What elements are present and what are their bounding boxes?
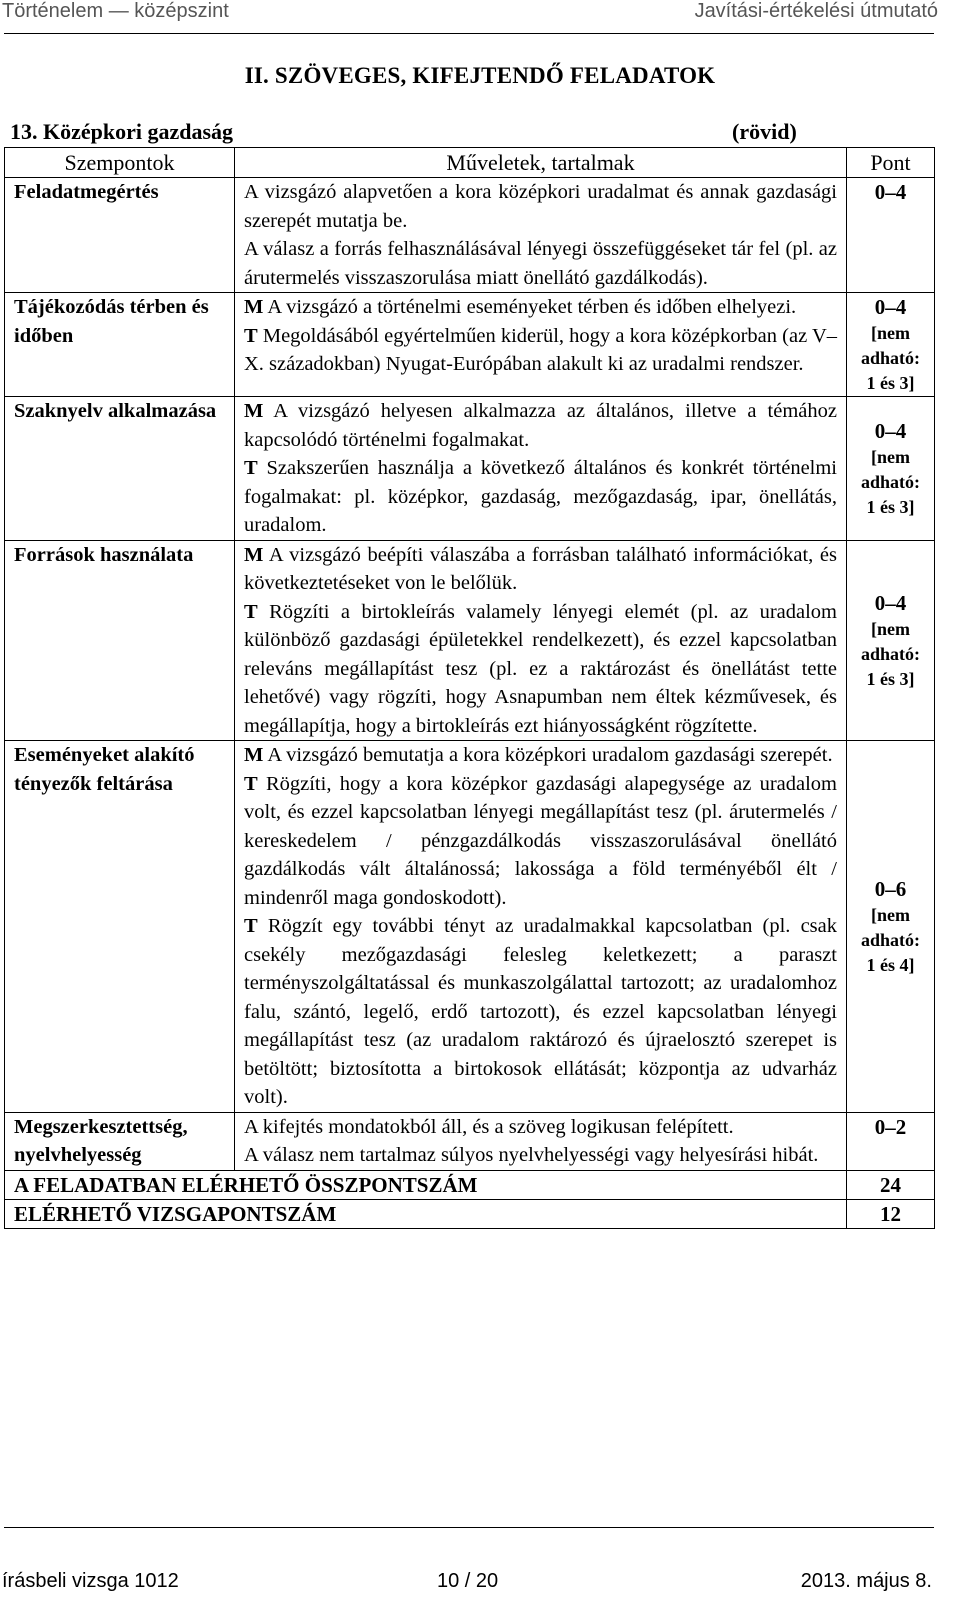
table-row <box>5 397 935 541</box>
points-cell: 0–2 <box>847 1112 935 1170</box>
line-text: A vizsgázó helyesen alkalmazza az általános, illetve a témához kapcsolódó történelmi fogalmakat. <box>244 400 837 451</box>
line-text: A vizsgázó a történelmi eseményeket térben és időben elhelyezi. <box>267 296 797 318</box>
content-line: A kifejtés mondatokból áll, és a szöveg logikusan felépített. <box>244 1115 734 1138</box>
line-marker: M <box>244 296 264 318</box>
content-line <box>244 454 837 540</box>
criterion-cell: Eseményeket alakító tényezők feltárása <box>5 741 235 1113</box>
page-header <box>0 0 960 30</box>
points-cell <box>847 397 935 541</box>
footer-rule <box>4 1527 934 1528</box>
content-line <box>244 912 837 1112</box>
content-line <box>244 741 837 770</box>
table-row <box>5 293 935 397</box>
criterion-cell: Feladatmegértés <box>5 178 235 293</box>
task-name: 13. Középkori gazdaság <box>10 119 234 144</box>
content-cell <box>235 397 847 541</box>
line-text: Rögzíti, hogy a kora középkor gazdasági alapegysége az uradalom volt, és ezzel kapcsolatban lényegi megállapítást tesz (pl. árutermelés / kereskedelem / pénzgazdálkodás visszaszorulásával önellátó gazdálkodás vált általánossá; lakossága a föld terményéből élt / mindenről maga gondoskodott). <box>244 772 838 909</box>
criterion-cell: Szaknyelv alkalmazása <box>5 397 235 541</box>
total-label: A FELADATBAN ELÉRHETŐ ÖSSZPONTSZÁM <box>5 1170 847 1199</box>
points-value: 0–4 <box>874 418 907 443</box>
table-row <box>5 540 935 741</box>
content-cell <box>235 741 847 1113</box>
section-title: II. SZÖVEGES, KIFEJTENDŐ FELADATOK <box>244 63 716 88</box>
points-cell: 0–4 <box>847 178 935 293</box>
points-value: 0–4 <box>874 590 907 615</box>
content-line <box>244 541 837 598</box>
line-text: Szakszerűen használja a következő általános és konkrét történelmi fogalmakat: pl. középkor, gazdaság, mezőgazdaság, ipar, önellátás, uradalom. <box>244 457 837 536</box>
criterion-cell: Megszerkesztettség, nyelvhelyesség <box>5 1112 235 1170</box>
content-line <box>244 293 837 322</box>
line-marker: M <box>244 543 264 566</box>
content-line: A válasz a forrás felhasználásával lényegi összefüggéseket tár fel (pl. az árutermelés visszaszorulása miatt önellátó gazdálkodás). <box>244 238 837 289</box>
footer-date: 2013. május 8. <box>800 1570 932 1592</box>
table-row <box>5 741 935 1113</box>
header-rule <box>4 33 934 34</box>
task-title <box>10 119 928 149</box>
table-row <box>5 178 935 293</box>
total-row <box>5 1199 935 1228</box>
points-note: [nem adható: 1 és 4] <box>860 904 920 975</box>
points-note: [nem adható: 1 és 3] <box>860 323 920 393</box>
table-row <box>5 1112 935 1170</box>
criterion-cell: Tájékozódás térben és időben <box>5 293 235 397</box>
points-cell <box>847 293 935 397</box>
total-value: 12 <box>847 1199 935 1228</box>
line-marker: T <box>244 457 258 479</box>
footer-exam-code: írásbeli vizsga 1012 <box>2 1570 179 1592</box>
line-marker: M <box>244 400 264 422</box>
footer-page-number: 10 / 20 <box>437 1570 499 1592</box>
line-marker: T <box>244 600 258 623</box>
criterion-cell: Források használata <box>5 540 235 741</box>
table-header-row <box>5 148 935 178</box>
points-value: 0–4 <box>874 295 907 319</box>
points-cell <box>847 540 935 741</box>
total-label: ELÉRHETŐ VIZSGAPONTSZÁM <box>5 1199 847 1228</box>
content-cell <box>235 178 847 293</box>
line-marker: T <box>244 772 258 795</box>
page-footer <box>0 1570 960 1606</box>
col-header-criteria: Szempontok <box>5 148 235 178</box>
line-marker: T <box>244 915 258 937</box>
content-cell <box>235 293 847 397</box>
content-line <box>244 598 837 741</box>
content-line <box>244 397 837 454</box>
content-line <box>244 322 837 379</box>
content-line <box>244 770 837 913</box>
line-text: Rögzít egy további tényt az uradalmakkal kapcsolatban (pl. csak csekély mezőgazdasági felesleg keletkezett; a paraszt terményszolgáltatással és munkaszolgálattal tartozott; az uradalomhoz falu, szántó, legelő, erdő tartozott), és ezzel kapcsolatban lényegi megállapítást tesz (az uradalom raktározó és újraelosztó szerepet is betöltött; biztosította a birtokosok ellátását; központja az udvarház volt). <box>244 915 838 1108</box>
content-line: A vizsgázó alapvetően a kora középkori uradalmat és annak gazdasági szerepét mutatja be. <box>244 181 837 232</box>
scoring-table <box>4 147 935 1229</box>
line-text: Megoldásából egyértelműen kiderül, hogy a kora középkorban (az V–X. századokban) Nyugat-Európában alakult ki az uradalmi rendszer. <box>244 324 838 375</box>
header-subject: Történelem — középszint <box>2 0 229 22</box>
content-cell <box>235 1112 847 1170</box>
line-marker: M <box>244 744 264 766</box>
header-doc-type: Javítási-értékelési útmutató <box>694 0 938 22</box>
col-header-points: Pont <box>847 148 935 178</box>
line-text: A vizsgázó beépíti válaszába a forrásban található információkat, és következtetéseket von le belőlük. <box>244 543 837 594</box>
points-value: 0–6 <box>874 876 907 901</box>
task-kind: (rövid) <box>732 119 797 144</box>
col-header-content: Műveletek, tartalmak <box>235 148 847 178</box>
points-note: [nem adható: 1 és 3] <box>860 618 920 689</box>
line-text: Rögzíti a birtokleírás valamely lényegi elemét (pl. az uradalom különböző gazdasági épületekkel rendelkezett), és ezzel kapcsolatban releváns megállapítást tesz (pl. ez a raktározást és önellátást tette lehetővé) vagy rögzíti, hogy Asnapumban nem éltek kézművesek, és megállapítja, hogy a birtokleírás ezt hiányosságként rögzítette. <box>244 600 838 737</box>
line-text: A vizsgázó bemutatja a kora középkori uradalom gazdasági szerepét. <box>267 744 833 766</box>
line-marker: T <box>244 324 258 347</box>
total-row <box>5 1170 935 1199</box>
total-value: 24 <box>847 1170 935 1199</box>
points-cell <box>847 741 935 1113</box>
content-line: A válasz nem tartalmaz súlyos nyelvhelyességi vagy helyesírási hibát. <box>244 1144 819 1166</box>
points-note: [nem adható: 1 és 3] <box>860 446 920 517</box>
content-cell <box>235 540 847 741</box>
